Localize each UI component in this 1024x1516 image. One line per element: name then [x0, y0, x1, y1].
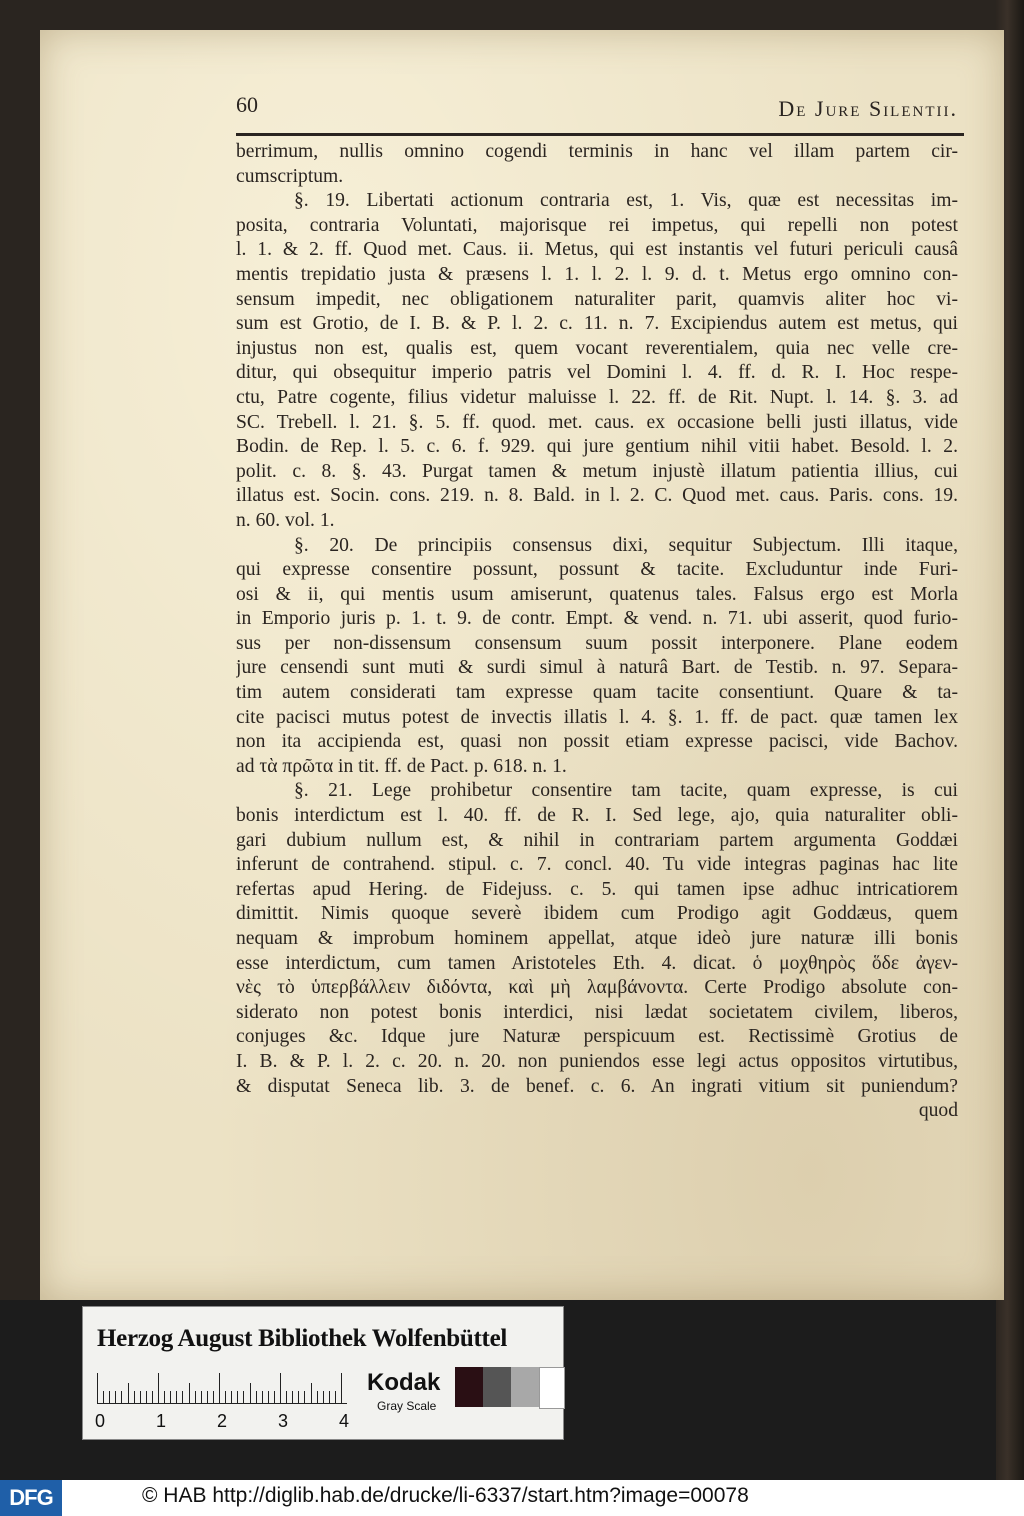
ruler-tick — [304, 1391, 305, 1403]
gray-swatch — [539, 1367, 565, 1409]
gray-swatch — [483, 1367, 511, 1407]
text-line: berrimum, nullis omnino cogendi terminis in hanc vel illam partem cir- — [236, 141, 958, 162]
ruler-tick — [158, 1373, 159, 1403]
ruler-tick — [274, 1391, 275, 1403]
text-line: non ita accipienda est, quasi non possit etiam expresse pacisci, vide Bachov. — [236, 731, 958, 753]
ruler-tick — [115, 1391, 116, 1403]
ruler-tick — [201, 1391, 202, 1403]
ruler-tick — [182, 1391, 183, 1403]
ruler-tick — [243, 1391, 244, 1403]
ruler-tick — [195, 1391, 196, 1403]
header-rule — [236, 133, 964, 136]
gray-swatch — [511, 1367, 539, 1407]
text-line: sum est Grotio, de I. B. & P. l. 2. c. 11. n. 7. Excipiendus autem est metus, qui — [236, 313, 958, 335]
ruler-tick — [189, 1383, 190, 1403]
text-line: injustus non est, qualis est, quem vocant reverentialem, quia nec velle cre- — [236, 337, 958, 359]
text-line: ditur, qui obsequitur imperio patris vel Domini l. 4. ff. d. R. I. Hoc respe- — [236, 362, 958, 384]
ruler-tick — [329, 1391, 330, 1403]
catchword: quod — [918, 1100, 958, 1122]
text-line: conjuges &c. Idque jure Naturæ perspicuum est. Rectissimè Grotius de — [236, 1026, 958, 1048]
ruler-tick — [176, 1391, 177, 1403]
ruler-number: 2 — [217, 1411, 228, 1431]
text-line: mentis trepidatio justa & præsens l. 1. l. 2. l. 9. d. t. Metus ergo omnino con- — [236, 263, 958, 285]
running-head: De Jure Silentii. — [778, 96, 958, 121]
text-line: refertas apud Hering. de Fidejuss. c. 5. qui tamen ipse adhuc intricatiorem — [236, 878, 958, 900]
text-line: nequam & improbum hominem appellat, atque ideò jure naturæ illi bonis — [236, 928, 958, 949]
ruler-tick — [103, 1391, 104, 1403]
text-line: jure censendi sunt muti & surdi simul à naturâ Bart. de Testib. n. 97. Separa- — [236, 657, 958, 679]
text-line: cite pacisci mutus potest de invectis illatis l. 4. §. 1. ff. de pact. quæ tamen lex — [236, 706, 958, 728]
ruler-tick — [317, 1391, 318, 1403]
ruler-tick — [231, 1391, 232, 1403]
text-line: cumscriptum. — [236, 165, 344, 187]
text-line: Bodin. de Rep. l. 5. c. 6. f. 929. qui jure gentium nihil vitii habet. Besold. l. 2. — [236, 436, 958, 458]
ruler-tick — [134, 1391, 135, 1403]
text-line: I. B. & P. l. 2. c. 20. n. 20. non puniendos esse legi actus oppositos virtutibus, — [236, 1050, 958, 1072]
library-name: Herzog August Bibliothek Wolfenbüttel — [97, 1325, 508, 1352]
text-line: l. 1. & 2. ff. Quod met. Caus. ii. Metus, qui est instantis vel futuri periculi causâ — [236, 239, 958, 261]
body-text — [236, 140, 958, 1124]
text-line: illatus est. Socin. cons. 219. n. 8. Bald. in l. 2. C. Quod met. caus. Paris. cons. 19. — [236, 485, 958, 507]
copyright-url[interactable]: © HAB http://diglib.hab.de/drucke/li-6337/start.htm?image=00078 — [142, 1484, 749, 1507]
text-line: in Emporio juris p. 1. t. 9. de contr. Empt. & vend. n. 71. ubi asserit, quod furio- — [236, 608, 958, 630]
text-line: νὲς τὸ ὑπερβάλλειν διδόντα, καὶ μὴ λαμβάνοντα. Certe Prodigo absolute con- — [236, 977, 958, 999]
ruler-tick — [140, 1391, 141, 1403]
ruler-number: 4 — [339, 1411, 350, 1431]
ruler-tick — [250, 1383, 251, 1403]
text-line: bonis interdictum est l. 40. ff. de R. I. Sed lege, ajo, quia naturaliter obli- — [236, 805, 958, 827]
page-header — [236, 92, 958, 132]
ruler-tick — [109, 1391, 110, 1403]
kodak-logo: Kodak — [367, 1369, 441, 1396]
ruler-tick — [292, 1391, 293, 1403]
text-line: sus per non-dissensum consensum suum possit interponere. Plane eodem — [236, 632, 958, 654]
text-line: sensum impedit, nec obligationem naturaliter parit, quamvis aliter hoc vi- — [236, 288, 958, 310]
ruler-tick — [286, 1391, 287, 1403]
gray-swatch — [455, 1367, 483, 1407]
text-line: n. 60. vol. 1. — [236, 509, 335, 531]
text-line: §. 20. De principiis consensus dixi, sequitur Subjectum. Illi itaque, — [294, 534, 958, 556]
ruler-tick — [121, 1391, 122, 1403]
ruler-tick — [225, 1391, 226, 1403]
ruler-tick — [298, 1391, 299, 1403]
text-line: & disputat Seneca lib. 3. de benef. c. 6. An ingrati vitium sit puniendum? — [236, 1075, 958, 1097]
ruler-tick — [213, 1391, 214, 1403]
ruler-tick — [152, 1391, 153, 1403]
ruler-tick — [219, 1373, 220, 1403]
dfg-logo: DFG — [0, 1480, 62, 1516]
text-line: SC. Trebell. l. 21. §. 5. ff. quod. met. caus. ex occasione belli justi illatus, vide — [236, 411, 958, 433]
ruler-tick — [256, 1391, 257, 1403]
ruler-tick — [237, 1391, 238, 1403]
ruler-tick — [146, 1391, 147, 1403]
footer-bar — [0, 1480, 1024, 1516]
ruler-tick — [170, 1391, 171, 1403]
gray-scale-label: Gray Scale — [377, 1399, 437, 1413]
ruler-tick — [280, 1373, 281, 1403]
ruler — [97, 1373, 347, 1404]
ruler-tick — [262, 1391, 263, 1403]
text-line: osi & ii, qui mentis usum amiserunt, quatenus tales. Falsus ergo est Morla — [236, 583, 958, 605]
text-line: dimittit. Nimis quoque severè ibidem cum Prodigo agit Goddæus, quem — [236, 903, 958, 925]
ruler-tick — [341, 1373, 342, 1403]
ruler-tick — [128, 1383, 129, 1403]
text-line: siderato non potest bonis interdici, nisi lædat societatem civilem, liberos, — [236, 1001, 958, 1023]
text-line: ctu, Patre cogente, filius videtur maluisse l. 22. ff. de Rit. Nupt. l. 14. §. 3. ad — [236, 386, 958, 408]
ruler-tick — [97, 1373, 98, 1403]
ruler-tick — [323, 1391, 324, 1403]
ruler-tick — [164, 1391, 165, 1403]
ruler-number: 0 — [95, 1411, 106, 1431]
ruler-tick — [311, 1383, 312, 1403]
text-line: gari dubium nullum est, & nihil in contrariam partem argumenta Goddæi — [236, 829, 958, 851]
book-page — [40, 30, 1004, 1300]
page-number: 60 — [236, 92, 258, 117]
ruler-tick — [207, 1391, 208, 1403]
color-target — [82, 1306, 564, 1440]
ruler-number: 1 — [156, 1411, 167, 1431]
text-line: §. 21. Lege prohibetur consentire tam tacite, quam expresse, is cui — [294, 780, 958, 802]
text-line: polit. c. 8. §. 43. Purgat tamen & metum injustè illatum patientia illius, cui — [236, 460, 958, 482]
text-line: qui expresse consentire possunt, possunt & tacite. Excluduntur inde Furi- — [236, 559, 958, 581]
text-line: §. 19. Libertati actionum contraria est, 1. Vis, quæ est necessitas im- — [294, 190, 958, 212]
text-line: inferunt de contrahend. stipul. c. 7. concl. 40. Tu vide integras paginas hac lite — [236, 854, 958, 876]
ruler-tick — [335, 1391, 336, 1403]
text-line: esse interdictum, cum tamen Aristoteles Eth. 4. dicat. ὁ μοχθηρὸς ὅδε ἀγεν- — [236, 952, 958, 974]
text-line: posita, contraria Voluntati, majorisque rei impetus, qui repelli non potest — [236, 214, 958, 236]
text-line: tim autem considerati tam expresse quam tacite consentiunt. Quare & ta- — [236, 682, 958, 704]
ruler-tick — [268, 1391, 269, 1403]
text-line: ad τὰ πρῶτα in tit. ff. de Pact. p. 618. n. 1. — [236, 755, 567, 777]
ruler-number: 3 — [278, 1411, 289, 1431]
